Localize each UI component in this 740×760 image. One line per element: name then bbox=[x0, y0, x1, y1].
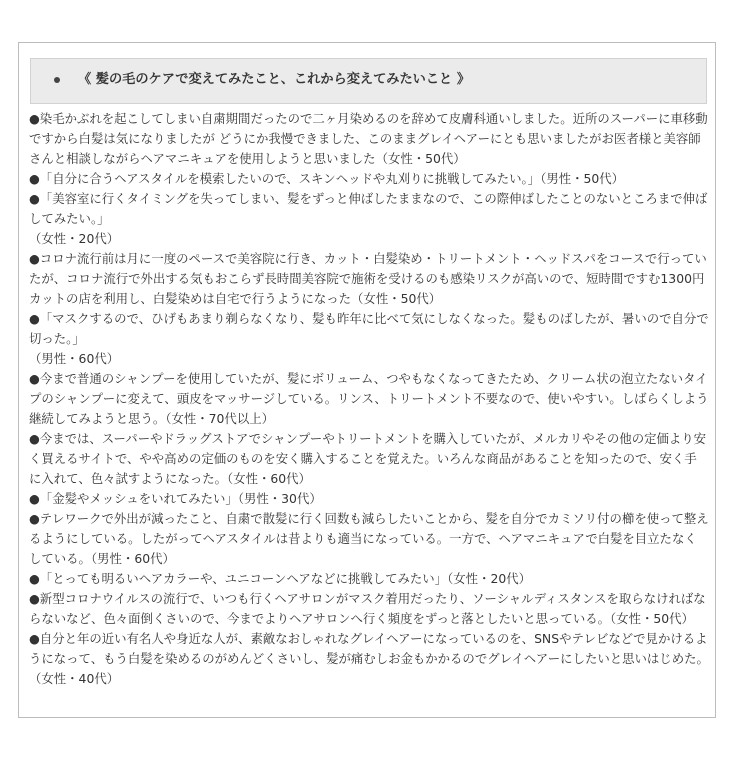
comment-entry: ●「美容室に行くタイミングを失ってしまい、髪をずっと伸ばしたままなので、この際伸ばしたことのないところまで伸ばしてみたい。」 bbox=[29, 191, 708, 226]
comment-entry: ●今までは、スーパーやドラッグストアでシャンプーやトリートメントを購入していたが、メルカリやその他の定価より安く買えるサイトで、やや高めの定価のものを安く購入することを覚えた。いろんな商品があることを知ったので、安く手に入れて、色々試すようになった。（女性・60代） bbox=[29, 431, 707, 486]
section-title: 《 髪の毛のケアで変えてみたこと、これから変えてみたいこと 》 bbox=[78, 72, 471, 87]
comment-entry: ●染毛かぶれを起こしてしまい自粛期間だったので二ヶ月染めるのを辞めて皮膚科通いしました。近所のスーパーに車移動ですから白髪は気になりましたが どうにか我慢できました、このままグレイヘアーにとも思いましたがお医者様と美容師さんと相談しながらヘアマニキュアを使用しようと思いました（女性・50代） bbox=[29, 111, 708, 166]
comment-entry: ●「自分に合うヘアスタイルを模索したいので、スキンヘッドや丸刈りに挑戦してみたい。」（男性・50代） bbox=[29, 171, 625, 186]
comment-entry: ●新型コロナウイルスの流行で、いつも行くヘアサロンがマスク着用だったり、ソーシャルディスタンスを取らなければならないなど、色々面倒くさいので、今までよりヘアサロンへ行く頻度をずっと落としたいと思っている。（女性・50代） bbox=[29, 591, 706, 626]
comment-attribution: （男性・60代） bbox=[29, 351, 120, 366]
article-box bbox=[18, 42, 716, 718]
section-header bbox=[30, 58, 707, 104]
comment-entry: ●コロナ流行前は月に一度のペースで美容院に行き、カット・白髪染め・トリートメント・ヘッドスパをコースで行っていたが、コロナ流行で外出する気もおこらず長時間美容院で施術を受けるのも感染リスクが高いので、短時間ですむ1300円カットの店を利用し、白髪染めは自宅で行うようになった（女性・50代） bbox=[29, 251, 707, 306]
comment-entry: ●今まで普通のシャンプーを使用していたが、髪にボリューム、つやもなくなってきたため、クリーム状の泡立たないタイプのシャンプーに変えて、頭皮をマッサージしている。リンス、トリートメント不要なので、使いやすい。しばらくしよう継続してみようと思う。（女性・70代以上） bbox=[29, 371, 709, 426]
comment-attribution: （女性・20代） bbox=[29, 231, 120, 246]
comment-entry: ●「とっても明るいヘアカラーや、ユニコーンヘアなどに挑戦してみたい」（女性・20代） bbox=[29, 571, 531, 586]
bullet-icon bbox=[54, 77, 60, 83]
comment-entry: ●自分と年の近い有名人や身近な人が、素敵なおしゃれなグレイヘアーになっているのを、SNSやテレビなどで見かけるようになって、もう白髪を染めるのがめんどくさいし、髪が痛むしお金もかかるのでグレイヘアーにしたいと思いはじめた。（女性・40代） bbox=[29, 631, 709, 686]
comment-list bbox=[29, 109, 709, 689]
comment-entry: ●テレワークで外出が減ったこと、自粛で散髪に行く回数も減らしたいことから、髪を自分でカミソリ付の櫛を使って整えるようにしている。したがってヘアスタイルは昔よりも適当になっている。一方で、ヘアマニキュアで白髪を目立たなくしている。（男性・60代） bbox=[29, 511, 709, 566]
comment-entry: ●「マスクするので、ひげもあまり剃らなくなり、髪も昨年に比べて気にしなくなった。髪ものばしたが、暑いので自分で切った。」 bbox=[29, 311, 709, 346]
comment-entry: ●「金髪やメッシュをいれてみたい」（男性・30代） bbox=[29, 491, 322, 506]
